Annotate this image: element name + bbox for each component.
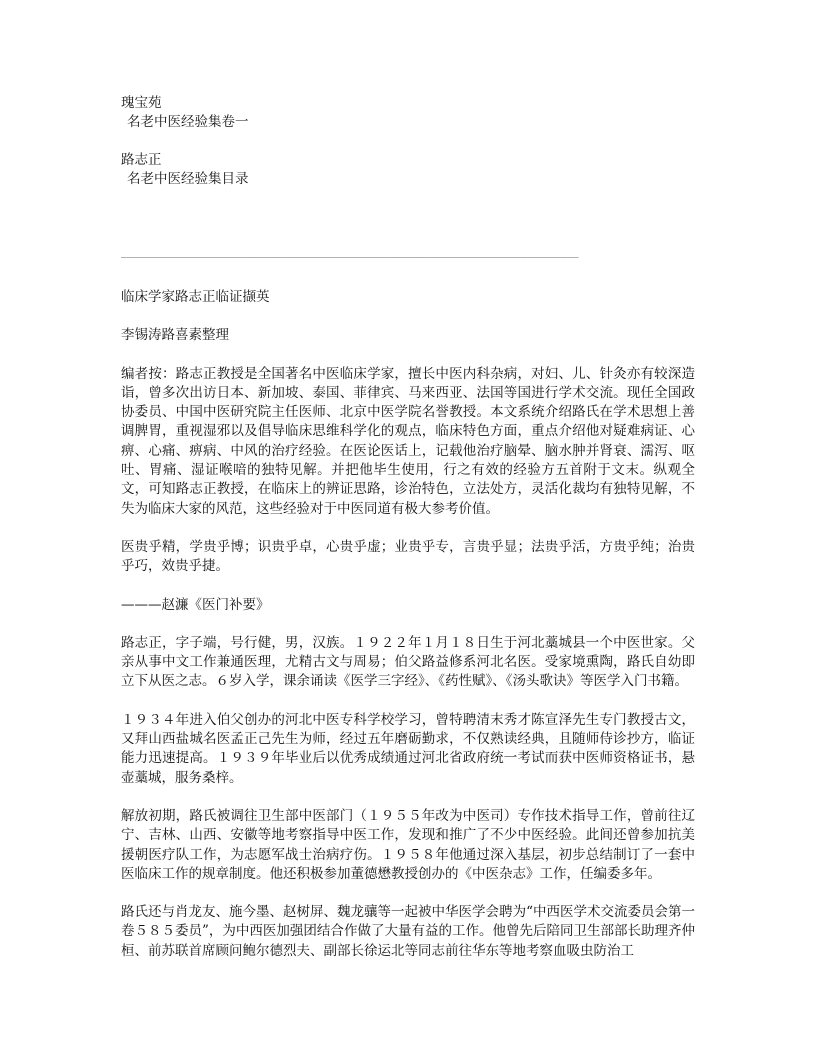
spacer [121,132,696,151]
article-authors: 李锡涛路喜素整理 [121,327,229,344]
document-page [121,94,696,980]
biography-paragraph-1: 路志正，字子端，号行健，男，汉族。１９２２年１月１８日生于河北藁城县一个中医世家。父亲从事中文工作兼通医理，尤精古文与周易；伯父路益修系河北名医。受家境熏陶，路氏自幼即立下从医之志。６岁入学，课余诵读《医学三字经》、《药性赋》、《汤头歌诀》等医学入门书籍。 [121,634,695,690]
author-name-heading: 路志正 [121,152,162,168]
article-title: 临床学家路志正临证撷英 [121,289,270,305]
quote-paragraph: 医贵乎精，学贵乎博；识贵乎卓，心贵乎虚；业贵乎专，言贵乎显；法贵乎活，方贵乎纯；治贵乎巧，效贵乎捷。 [121,538,695,575]
table-of-contents-title: 名老中医经验集目录 [127,171,249,187]
volume-title: 名老中医经验集卷一 [127,114,249,130]
biography-paragraph-4: 路氏还与肖龙友、施今墨、赵树屏、魏龙骧等一起被中华医学会聘为“中西医学术交流委员会第一卷５８５委员”，为中西医加强团结合作做了大量有益的工作。他曾先后陪同卫生部部长助理齐仲桓、前苏联首席顾问鲍尔德烈夫、副部长徐运北等同志前往华东等地考察血吸虫防治工 [121,904,695,959]
quote-attribution: ———赵濂《医门补要》 [121,596,270,613]
editor-note-paragraph: 编者按：路志正教授是全国著名中医临床学家，擅长中医内科杂病，对妇、儿、针灸亦有较深造诣，曾多次出访日本、新加坡、泰国、菲律宾、马来西亚、法国等国进行学术交流。现任全国政协委员、中国中医研究院主任医师、北京中医学院名誉教授。本文系统介绍路氏在学术思想上善调脾胃，重视湿邪以及倡导临床思维科学化的观点，临床特色方面，重点介绍他对疑难病证、心痹、心痛、痹病、中风的治疗经验。在医论医话上，记载他治疗脑晕、脑水肿并肾衰、濡泻、呕吐、胃痛、湿证喉喑的独特见解。并把他毕生使用，行之有效的经验方五首附于文末。纵观全文，可知路志正教授，在临床上的辨证思路，诊治特色，立法处方，灵活化裁均有独特见解，不失为临床大家的风范，这些经验对于中医同道有极大参考价值。 [121,365,695,517]
collection-title: 瑰宝苑 [121,95,162,111]
separator-line: ________________________________________________________________________________ [121,247,579,258]
biography-paragraph-2: １９３４年进入伯父创办的河北中医专科学校学习，曾特聘清末秀才陈宣泽先生专门教授古文，又拜山西盐城名医孟正己先生为师，经过五年磨砺勤求，不仅熟读经典，且随师侍诊抄方，临证能力迅速提高。１９３９年毕业后以优秀成绩通过河北省政府统一考试而获中医师资格证书，悬壶藁城，服务桑梓。 [121,711,695,786]
biography-paragraph-3: 解放初期，路氏被调往卫生部中医部门（１９５５年改为中医司）专作技术指导工作，曾前往辽宁、吉林、山西、安徽等地考察指导中医工作，发现和推广了不少中医经验。此间还曾参加抗美援朝医疗队工作，为志愿军战士治病疗伤。１９５８年他通过深入基层，初步总结制订了一套中医临床工作的规章制度。他还积极参加董德懋教授创办的《中医杂志》工作，任编委多年。 [121,807,695,882]
